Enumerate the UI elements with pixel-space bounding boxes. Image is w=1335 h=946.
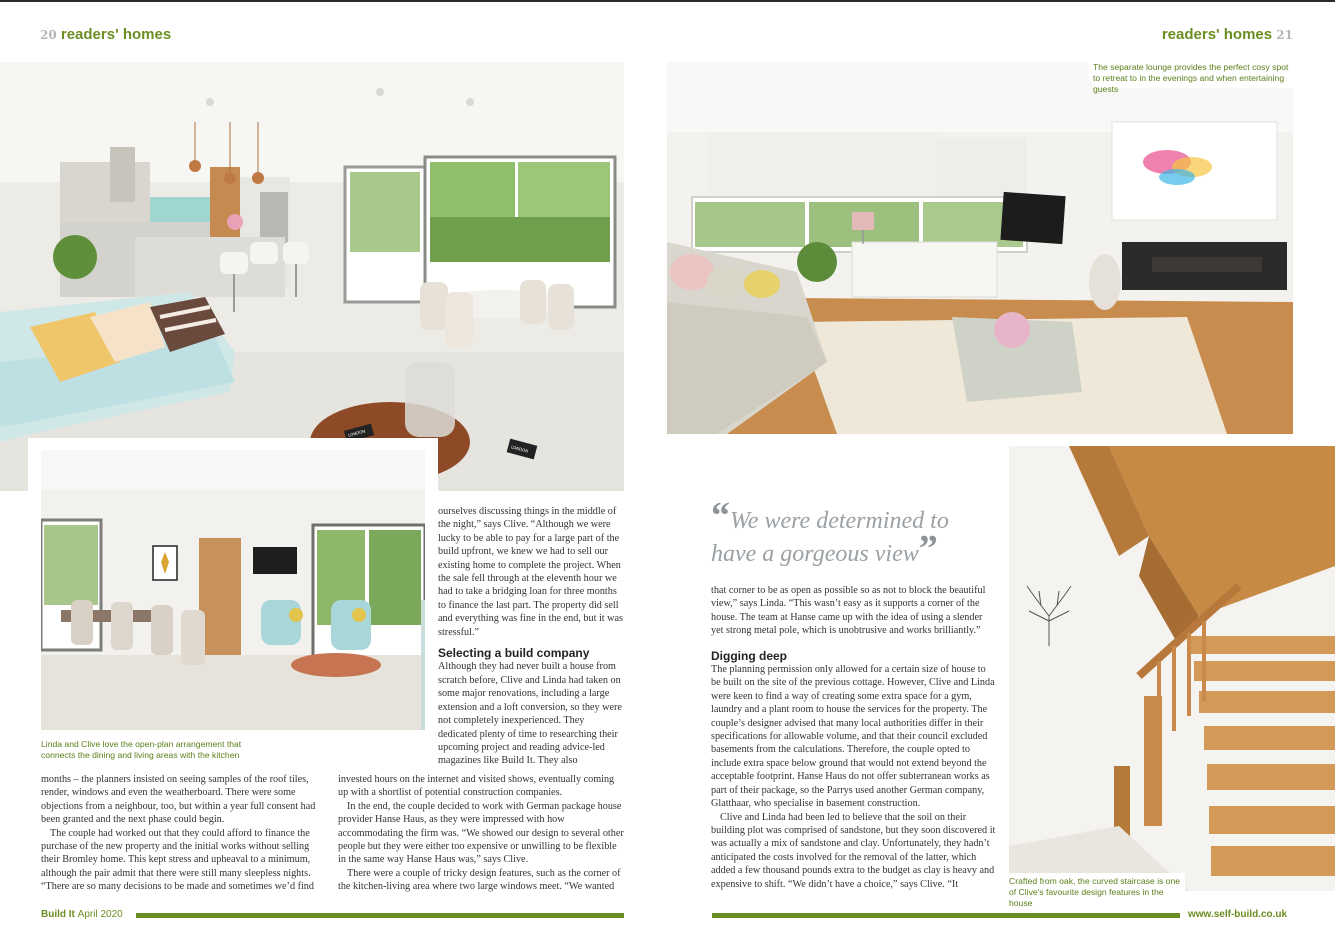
- left-page-header: [40, 26, 171, 43]
- paragraph: In the end, the couple decided to work with German package house provider Hanse Haus, as they were impressed with how accommodating the firm was. “We showed our design to several other people but they were either too expensive or unwilling to be flexible in the same way Hanse Haus was,” says Clive.: [338, 800, 624, 866]
- left-footer: [41, 909, 123, 920]
- staircase-photo: [1009, 446, 1335, 891]
- paragraph: months – the planners insisted on seeing samples of the roof tiles, render, windows and even the weatherboard. There were some objections from a neighbour, too, but within a year full consent had been granted and the next phase could begin.: [41, 774, 316, 826]
- article-column-2-bottom: [338, 773, 624, 894]
- coaster-1-text: LONDON: [347, 428, 366, 438]
- open-quote-icon: “: [711, 495, 730, 537]
- left-footer-rule: [136, 913, 624, 918]
- top-border: [0, 0, 1335, 2]
- right-page-number: 21: [1276, 28, 1293, 42]
- left-section-title: readers' homes: [60, 26, 172, 43]
- article-column-3: [711, 584, 997, 891]
- paragraph: Although they had never built a house from scratch before, Clive and Linda had taken on some major renovations, including a large extension and a loft conversion, so they were not completely inexperienced. They dedicated plenty of time to researching their upcoming project and reading advice-led magazines like Build It. They also: [438, 661, 622, 767]
- paragraph: ourselves discussing things in the middle of the night,” says Clive. “Although we were lucky to be able to pay for a large part of the build upfront, we knew we had to sell our existing home to complete the project. When the sale fell through at the eleventh hour we had to take a bridging loan for three months to finance the last part. The property did sell and everything was fine in the end, but it was stressful.”: [438, 506, 624, 638]
- kitchen-dining-photo: [0, 62, 624, 491]
- article-column-1: [41, 773, 328, 894]
- close-quote-icon: ”: [918, 528, 938, 570]
- right-page-header: [1162, 26, 1293, 43]
- subhead-digging: Digging deep: [711, 648, 787, 663]
- staircase-caption: Crafted from oak, the curved staircase is one of Clive's favourite design features in the house: [1009, 873, 1185, 895]
- paragraph: Clive and Linda had been led to believe that the soil on their building plot was comprised of sandstone, but they soon discovered it was actually a mix of sandstone and clay. Unfortunately, they hadn’t anticipated the costs involved for the removal of the latter, which added a few thousand pounds extra to the budget as clay is heavy and expensive to shift. “We didn’t have a choice,” says Clive. “It: [711, 811, 996, 890]
- paragraph: There were a couple of tricky design features, such as the corner of the kitchen-living area where two large windows meet. “We wanted: [338, 867, 621, 893]
- paragraph: The couple had worked out that they could afford to finance the purchase of the new property and the initial works without selling their Bromley home. This kept stress and upheaval to a minimum, although the pair admit that there were still many sleepless nights. “There are so many decisions to be made and sometimes we’d find: [41, 827, 314, 893]
- lounge-caption: The separate lounge provides the perfect cosy spot to retreat to in the evenings and when entertaining guests: [1093, 62, 1289, 94]
- paragraph: invested hours on the internet and visited shows, eventually coming up with a shortlist of potential construction companies.: [338, 774, 615, 799]
- right-section-title: readers' homes: [1161, 26, 1273, 43]
- paragraph: that corner to be as open as possible so as not to block the beautiful view,” says Linda. “This wasn’t easy as it supports a corner of the house. The team at Hanse came up with the idea of using a slender yet strong metal pole, which is unobtrusive and works brilliantly.”: [711, 585, 986, 637]
- left-page-number: 20: [40, 28, 57, 42]
- subhead-selecting: Selecting a build company: [438, 646, 590, 661]
- right-footer-rule: [712, 913, 1180, 918]
- pull-quote-text: We were determined to have a gorgeous view: [711, 508, 949, 567]
- paragraph: The planning permission only allowed for a certain size of house to be built on the site of the previous cottage. However, Clive and Linda were keen to find a way of creating some extra space for a gym, laundry and a plant room to house the services for the property. The couple’s designer advised that many local authorities differ in their specifications for allowable volume, and that their council excluded basements from the calculations. Therefore, the couple opted to include extra space below ground that would not extend beyond the acceptable footprint. Hanse Haus do not offer subterranean works as part of their package, so the Parrys used another German company, Glatthaar, who specialise in basement construction.: [711, 664, 995, 810]
- lounge-photo: [667, 62, 1293, 434]
- website-link[interactable]: www.self-build.co.uk: [1188, 909, 1288, 920]
- open-plan-photo: [41, 450, 425, 730]
- coaster-2-text: LONDON: [510, 444, 529, 454]
- pull-quote: [711, 495, 996, 570]
- issue-date: April 2020: [77, 909, 123, 920]
- article-column-2-top: [438, 505, 624, 768]
- open-plan-caption: Linda and Clive love the open-plan arrangement that connects the dining and living areas with the kitchen: [41, 739, 242, 760]
- magazine-name: Build It: [41, 909, 75, 920]
